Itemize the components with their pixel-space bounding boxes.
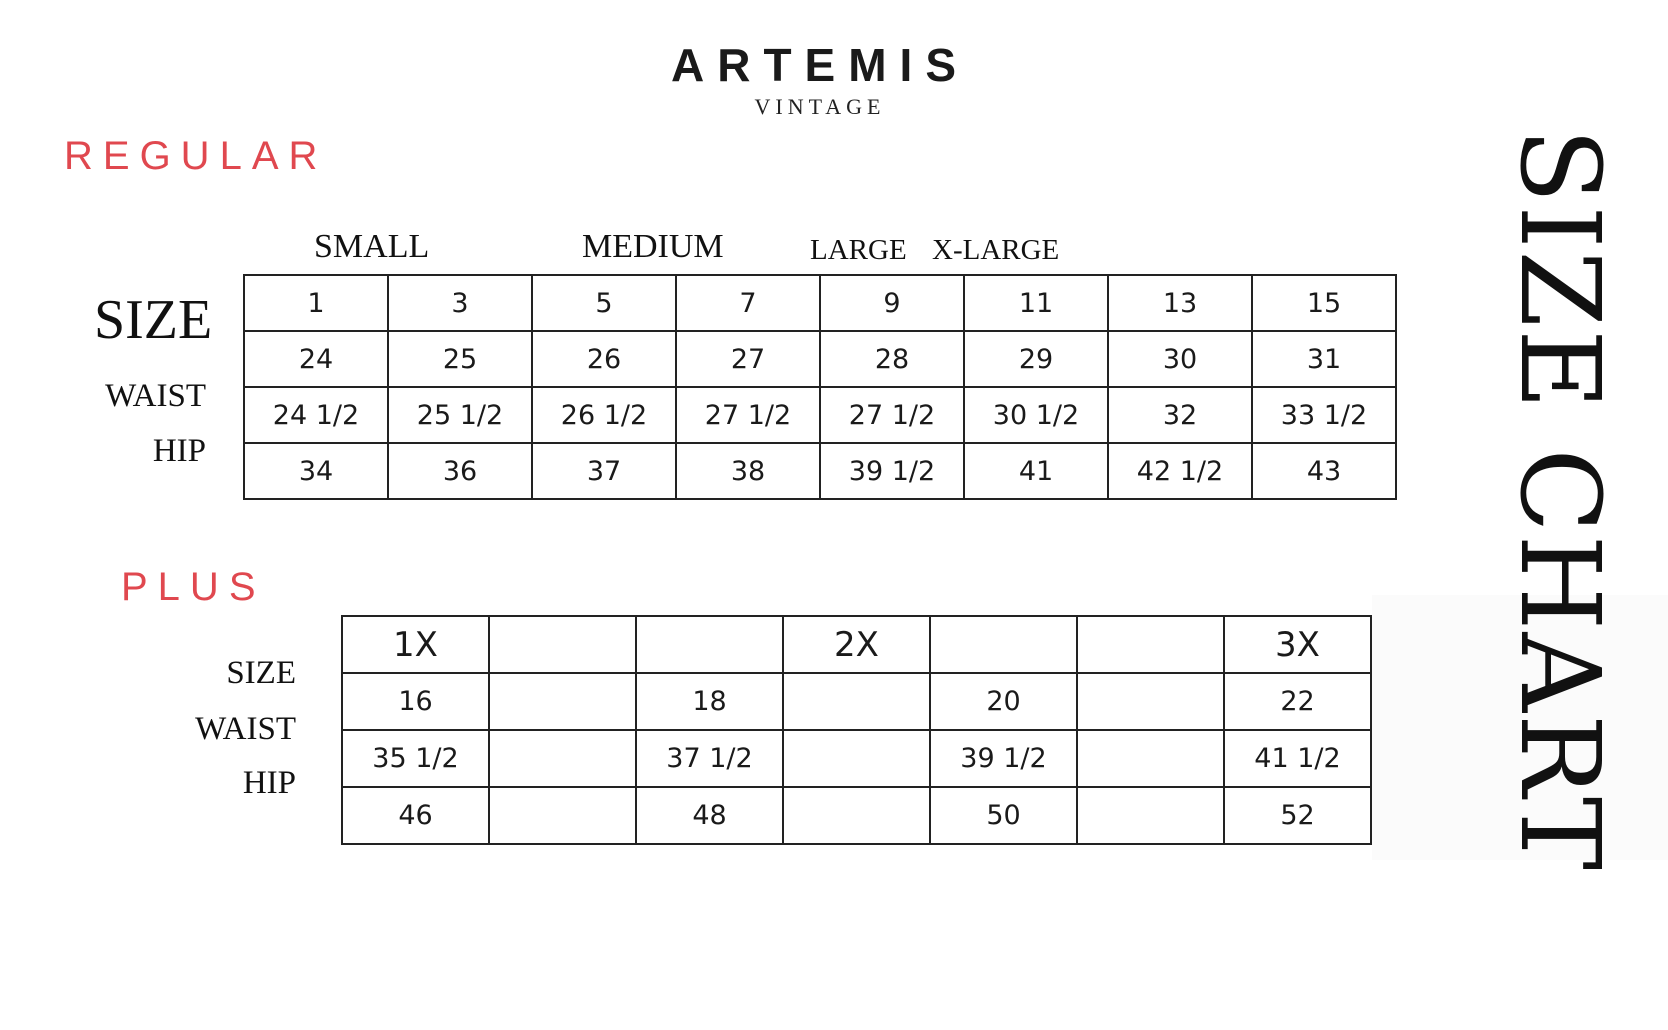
table-cell xyxy=(1077,673,1224,730)
regular-table-row-size-alt xyxy=(244,331,1396,387)
table-cell: 42 1/2 xyxy=(1108,443,1252,499)
plus-row-label-size: SIZE xyxy=(226,655,296,691)
group-label-medium: MEDIUM xyxy=(582,228,724,265)
table-cell: 33 1/2 xyxy=(1252,387,1396,443)
table-cell xyxy=(1077,616,1224,673)
group-label-x-large: X-LARGE xyxy=(932,234,1060,266)
brand-logo xyxy=(0,39,1640,120)
regular-table-row-hip xyxy=(244,443,1396,499)
table-cell: 25 1/2 xyxy=(388,387,532,443)
table-cell: 30 1/2 xyxy=(964,387,1108,443)
plus-table-row-hip xyxy=(342,787,1371,844)
table-cell: 3X xyxy=(1224,616,1371,673)
size-chart-vertical-title: SIZE CHART xyxy=(1496,127,1624,873)
table-cell: 5 xyxy=(532,275,676,331)
table-cell: 16 xyxy=(342,673,489,730)
table-cell: 7 xyxy=(676,275,820,331)
table-cell: 39 1/2 xyxy=(820,443,964,499)
table-cell: 41 1/2 xyxy=(1224,730,1371,787)
brand-subtitle: VINTAGE xyxy=(754,94,886,119)
table-cell: 36 xyxy=(388,443,532,499)
plus-table-row-tier xyxy=(342,616,1371,673)
table-cell: 24 xyxy=(244,331,388,387)
table-cell xyxy=(489,673,636,730)
table-cell: 27 1/2 xyxy=(676,387,820,443)
table-cell: 26 1/2 xyxy=(532,387,676,443)
table-cell: 2X xyxy=(783,616,930,673)
table-cell: 13 xyxy=(1108,275,1252,331)
plus-row-label-waist: WAIST xyxy=(195,711,296,747)
table-cell: 37 1/2 xyxy=(636,730,783,787)
regular-row-label-hip: HIP xyxy=(152,433,206,469)
table-cell xyxy=(489,616,636,673)
table-cell: 18 xyxy=(636,673,783,730)
table-cell: 34 xyxy=(244,443,388,499)
plus-row-label-hip: HIP xyxy=(242,765,296,801)
table-cell: 38 xyxy=(676,443,820,499)
plus-size-table xyxy=(341,615,1372,845)
table-cell xyxy=(930,616,1077,673)
regular-size-table xyxy=(243,274,1397,500)
table-cell: 24 1/2 xyxy=(244,387,388,443)
regular-row-label-size: SIZE xyxy=(94,289,213,351)
table-cell xyxy=(636,616,783,673)
regular-section-title: REGULAR xyxy=(64,134,328,178)
plus-table-row-size xyxy=(342,673,1371,730)
table-cell xyxy=(783,673,930,730)
table-cell xyxy=(783,787,930,844)
table-cell: 46 xyxy=(342,787,489,844)
table-cell xyxy=(783,730,930,787)
table-cell: 29 xyxy=(964,331,1108,387)
table-cell: 48 xyxy=(636,787,783,844)
regular-table-row-size-number xyxy=(244,275,1396,331)
table-cell xyxy=(1077,730,1224,787)
table-cell: 26 xyxy=(532,331,676,387)
table-cell xyxy=(489,787,636,844)
brand-name: ARTEMIS xyxy=(671,39,969,91)
table-cell: 9 xyxy=(820,275,964,331)
table-cell: 43 xyxy=(1252,443,1396,499)
group-label-small: SMALL xyxy=(314,228,430,265)
regular-row-label-waist: WAIST xyxy=(105,378,206,414)
table-cell: 37 xyxy=(532,443,676,499)
table-cell: 11 xyxy=(964,275,1108,331)
table-cell xyxy=(489,730,636,787)
table-cell: 3 xyxy=(388,275,532,331)
table-cell: 1X xyxy=(342,616,489,673)
table-cell: 22 xyxy=(1224,673,1371,730)
table-cell: 31 xyxy=(1252,331,1396,387)
table-cell: 50 xyxy=(930,787,1077,844)
table-cell: 20 xyxy=(930,673,1077,730)
table-cell: 41 xyxy=(964,443,1108,499)
plus-table-row-waist xyxy=(342,730,1371,787)
table-cell: 32 xyxy=(1108,387,1252,443)
group-label-large: LARGE xyxy=(810,234,907,266)
table-cell: 30 xyxy=(1108,331,1252,387)
table-cell: 27 xyxy=(676,331,820,387)
table-cell: 39 1/2 xyxy=(930,730,1077,787)
table-cell: 52 xyxy=(1224,787,1371,844)
table-cell: 1 xyxy=(244,275,388,331)
table-cell xyxy=(1077,787,1224,844)
regular-table-row-waist xyxy=(244,387,1396,443)
table-cell: 35 1/2 xyxy=(342,730,489,787)
table-cell: 28 xyxy=(820,331,964,387)
table-cell: 27 1/2 xyxy=(820,387,964,443)
table-cell: 15 xyxy=(1252,275,1396,331)
plus-section-title: PLUS xyxy=(121,565,266,609)
table-cell: 25 xyxy=(388,331,532,387)
